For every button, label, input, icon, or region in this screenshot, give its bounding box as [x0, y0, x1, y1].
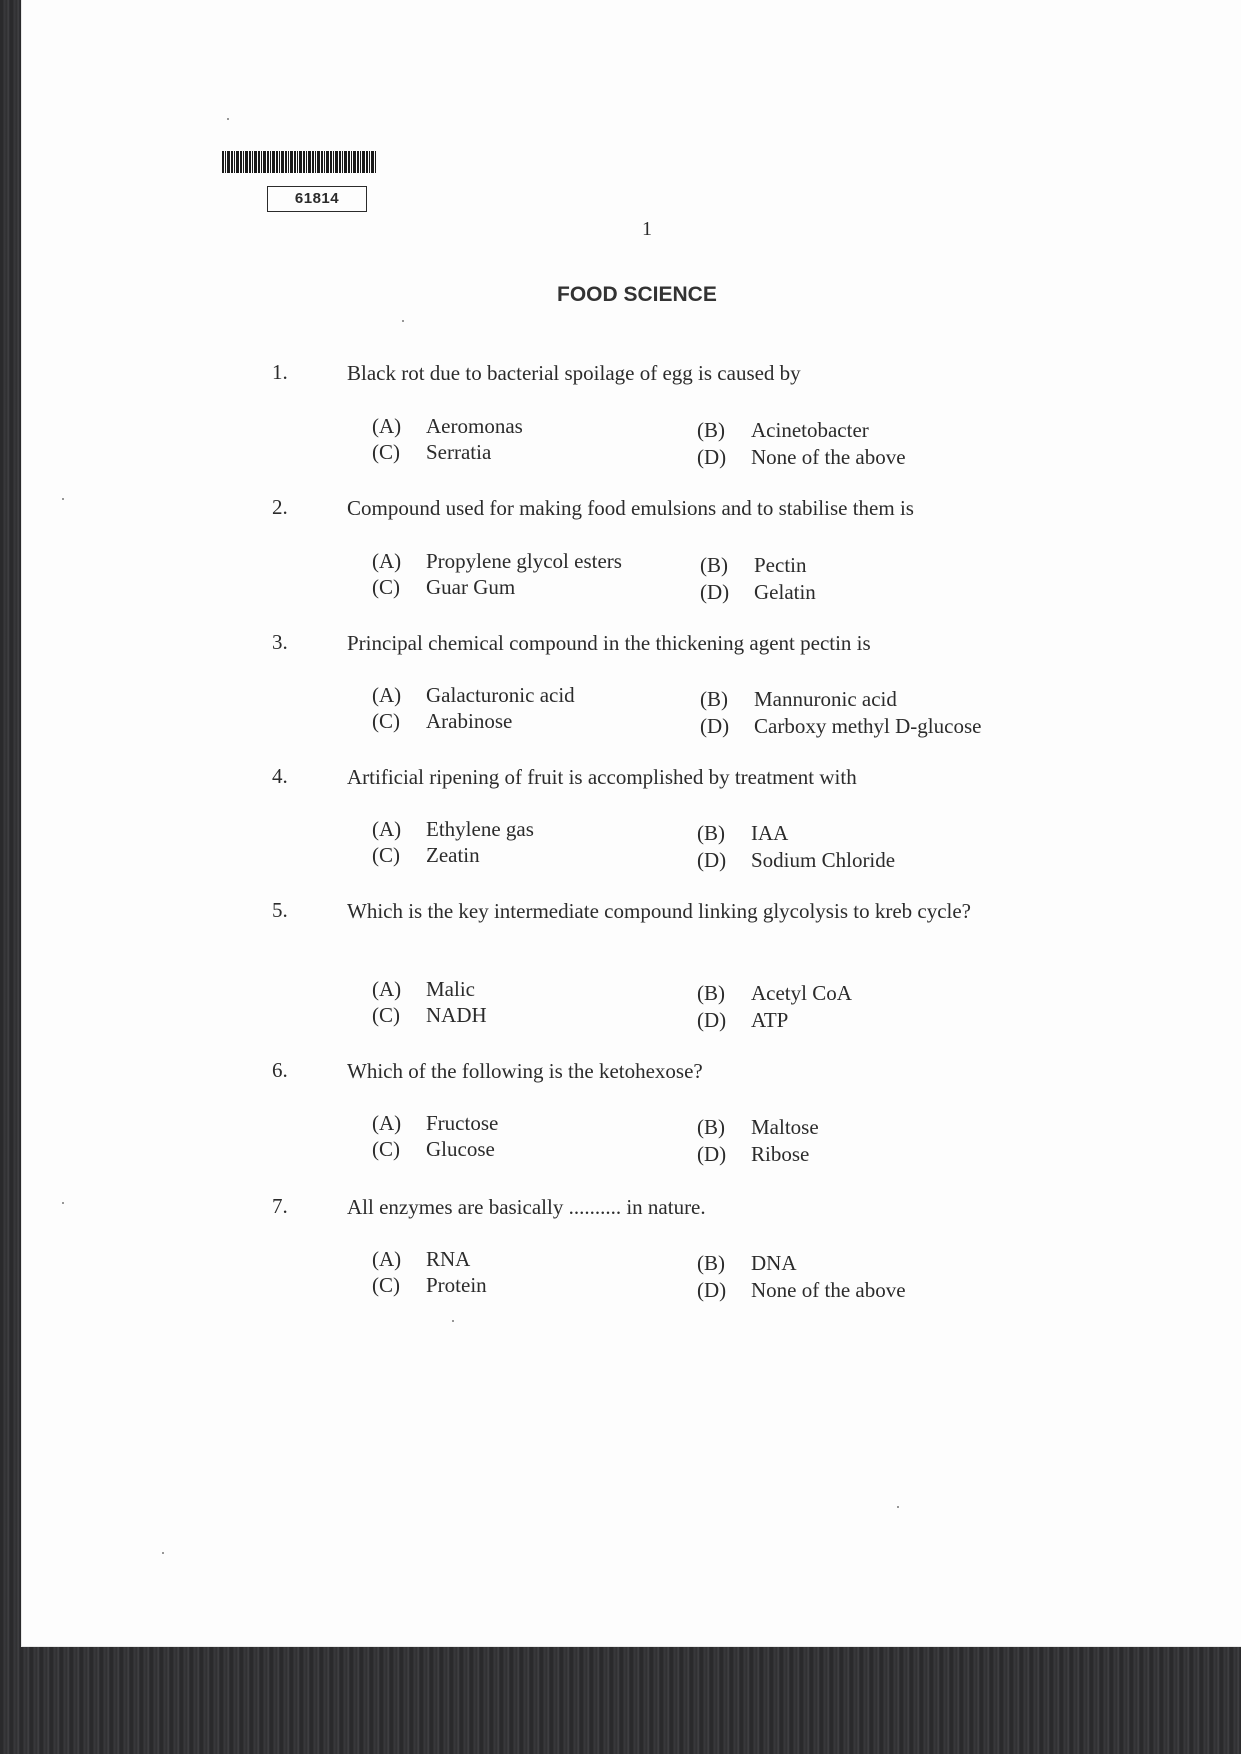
- option-a: [372, 683, 575, 708]
- option-text: Arabinose: [426, 709, 513, 733]
- scan-speck: [162, 1552, 164, 1554]
- option-text: RNA: [426, 1247, 471, 1271]
- option-letter: (B): [697, 821, 725, 845]
- option-text: ATP: [751, 1008, 789, 1032]
- option-d: [697, 848, 895, 873]
- option-text: Protein: [426, 1273, 487, 1297]
- option-letter: (A): [372, 817, 402, 841]
- scan-speck: [62, 1202, 64, 1204]
- option-text: Malic: [426, 977, 475, 1001]
- option-b: [697, 821, 788, 846]
- option-letter: (C): [372, 843, 400, 867]
- page-title: FOOD SCIENCE: [557, 283, 717, 306]
- option-c: [372, 1137, 495, 1162]
- option-c: [372, 575, 515, 600]
- option-text: Fructose: [426, 1111, 499, 1135]
- option-d: [700, 714, 981, 739]
- option-d: [697, 1278, 906, 1303]
- option-b: [700, 553, 807, 578]
- option-letter: (A): [372, 977, 402, 1001]
- option-a: [372, 817, 534, 842]
- option-text: Zeatin: [426, 843, 480, 867]
- option-text: Sodium Chloride: [751, 848, 896, 872]
- option-text: NADH: [426, 1003, 487, 1027]
- option-text: None of the above: [751, 445, 906, 469]
- question-number: 7.: [272, 1194, 288, 1218]
- option-text: DNA: [751, 1251, 797, 1275]
- option-text: Gelatin: [754, 580, 816, 604]
- option-letter: (D): [697, 1142, 727, 1166]
- question-text: Compound used for making food emulsions and to stabilise them is: [347, 496, 914, 520]
- option-a: [372, 549, 622, 574]
- option-c: [372, 709, 512, 734]
- scan-speck: [897, 1506, 899, 1508]
- option-text: Serratia: [426, 440, 492, 464]
- option-d: [700, 580, 816, 605]
- option-letter: (B): [697, 981, 725, 1005]
- question-text: Which of the following is the ketohexose?: [347, 1059, 703, 1083]
- question-number: 1.: [272, 360, 288, 384]
- option-d: [697, 1142, 809, 1167]
- option-text: Guar Gum: [426, 575, 516, 599]
- option-text: Propylene glycol esters: [426, 549, 622, 573]
- option-text: Glucose: [426, 1137, 495, 1161]
- option-text: Acinetobacter: [751, 418, 869, 442]
- option-letter: (B): [697, 418, 725, 442]
- option-letter: (C): [372, 1003, 400, 1027]
- option-text: Ethylene gas: [426, 817, 534, 841]
- option-a: [372, 1247, 470, 1272]
- option-c: [372, 1273, 487, 1298]
- scan-speck: [452, 1320, 454, 1322]
- option-b: [697, 1251, 797, 1276]
- option-text: Aeromonas: [426, 414, 523, 438]
- option-letter: (A): [372, 414, 402, 438]
- option-b: [697, 418, 869, 443]
- option-text: Pectin: [754, 553, 807, 577]
- option-letter: (C): [372, 1273, 400, 1297]
- option-d: [697, 445, 906, 470]
- question-number: 3.: [272, 630, 288, 654]
- option-text: Galacturonic acid: [426, 683, 575, 707]
- option-c: [372, 440, 491, 465]
- question-text: Artificial ripening of fruit is accomplished by treatment with: [347, 765, 857, 789]
- question-text: Principal chemical compound in the thickening agent pectin is: [347, 631, 871, 655]
- option-d: [697, 1008, 788, 1033]
- option-letter: (D): [700, 714, 730, 738]
- option-letter: (A): [372, 1247, 402, 1271]
- option-letter: (C): [372, 575, 400, 599]
- option-letter: (D): [697, 1008, 727, 1032]
- option-text: IAA: [751, 821, 789, 845]
- option-letter: (D): [700, 580, 730, 604]
- option-b: [697, 981, 852, 1006]
- option-letter: (B): [697, 1251, 725, 1275]
- option-text: Mannuronic acid: [754, 687, 897, 711]
- option-letter: (A): [372, 683, 402, 707]
- question-text: Which is the key intermediate compound linking glycolysis to kreb cycle?: [347, 899, 972, 923]
- option-text: Maltose: [751, 1115, 819, 1139]
- option-a: [372, 1111, 498, 1136]
- option-letter: (D): [697, 848, 727, 872]
- option-letter: (D): [697, 445, 727, 469]
- option-letter: (D): [697, 1278, 727, 1302]
- option-b: [697, 1115, 819, 1140]
- option-letter: (C): [372, 709, 400, 733]
- exam-page: [22, 0, 1241, 1646]
- option-text: None of the above: [751, 1278, 906, 1302]
- option-letter: (C): [372, 1137, 400, 1161]
- option-a: [372, 414, 523, 439]
- scan-speck: [227, 118, 229, 120]
- option-letter: (A): [372, 549, 402, 573]
- question-number: 6.: [272, 1058, 288, 1082]
- barcode: [222, 151, 376, 173]
- question-number: 4.: [272, 764, 288, 788]
- question-text: All enzymes are basically .......... in nature.: [347, 1195, 706, 1219]
- option-c: [372, 843, 480, 868]
- option-letter: (C): [372, 440, 400, 464]
- question-text: Black rot due to bacterial spoilage of egg is caused by: [347, 361, 801, 385]
- option-letter: (B): [697, 1115, 725, 1139]
- scan-speck: [402, 320, 404, 322]
- option-b: [700, 687, 897, 712]
- option-text: Ribose: [751, 1142, 810, 1166]
- option-a: [372, 977, 475, 1002]
- option-text: Carboxy methyl D-glucose: [754, 714, 982, 738]
- option-letter: (A): [372, 1111, 402, 1135]
- question-number: 5.: [272, 898, 288, 922]
- option-letter: (B): [700, 553, 728, 577]
- page-number: 1: [642, 218, 652, 240]
- question-number: 2.: [272, 495, 288, 519]
- option-letter: (B): [700, 687, 728, 711]
- option-c: [372, 1003, 487, 1028]
- scan-speck: [62, 498, 64, 500]
- paper-code: 61814: [267, 186, 367, 212]
- option-text: Acetyl CoA: [751, 981, 852, 1005]
